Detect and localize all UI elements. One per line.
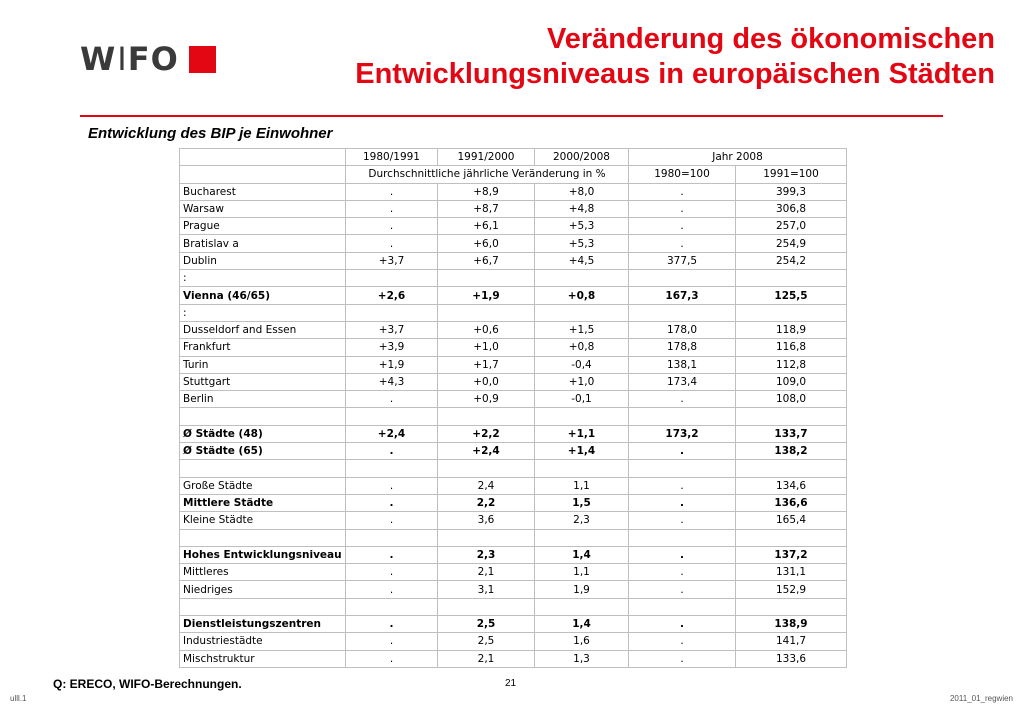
- table-cell: +0,6: [438, 321, 535, 338]
- table-cell: 1,9: [535, 581, 629, 598]
- table-cell: [438, 270, 535, 287]
- table-cell: +2,4: [438, 443, 535, 460]
- table-row: [180, 529, 847, 546]
- table-cell: .: [346, 633, 438, 650]
- table-cell: +0,0: [438, 373, 535, 390]
- table-cell: [629, 270, 736, 287]
- table-cell: [629, 408, 736, 425]
- title-divider: [80, 115, 943, 117]
- table-row: [180, 443, 847, 460]
- table-cell: .: [629, 200, 736, 217]
- table-cell: 136,6: [736, 494, 847, 511]
- table-cell: 2,5: [438, 633, 535, 650]
- table-row: [180, 304, 847, 321]
- table-cell: +5,3: [535, 218, 629, 235]
- table-cell: [629, 598, 736, 615]
- row-label: Kleine Städte: [180, 512, 346, 529]
- table-row: [180, 391, 847, 408]
- table-cell: 399,3: [736, 183, 847, 200]
- table-row: [180, 339, 847, 356]
- table-cell: .: [346, 235, 438, 252]
- table-cell: +2,4: [346, 425, 438, 442]
- table-row: [180, 425, 847, 442]
- table-cell: 118,9: [736, 321, 847, 338]
- table-cell: [535, 408, 629, 425]
- table-cell: 138,1: [629, 356, 736, 373]
- row-label: Frankfurt: [180, 339, 346, 356]
- table-cell: 167,3: [629, 287, 736, 304]
- table-cell: 138,2: [736, 443, 847, 460]
- table-cell: +4,8: [535, 200, 629, 217]
- row-label: Mittlere Städte: [180, 494, 346, 511]
- table-cell: +3,9: [346, 339, 438, 356]
- table-cell: [346, 408, 438, 425]
- table-cell: .: [346, 650, 438, 667]
- row-label: Ø Städte (65): [180, 443, 346, 460]
- row-label: Bucharest: [180, 183, 346, 200]
- table-cell: .: [629, 477, 736, 494]
- table-row: [180, 477, 847, 494]
- table-cell: 112,8: [736, 356, 847, 373]
- row-label: [180, 408, 346, 425]
- table-cell: +0,9: [438, 391, 535, 408]
- table-cell: +8,0: [535, 183, 629, 200]
- table-cell: +1,0: [438, 339, 535, 356]
- table-cell: [629, 304, 736, 321]
- table-cell: .: [629, 235, 736, 252]
- row-label: Große Städte: [180, 477, 346, 494]
- row-label: Vienna (46/65): [180, 287, 346, 304]
- table-cell: 2,1: [438, 650, 535, 667]
- table-cell: [346, 598, 438, 615]
- table-cell: 165,4: [736, 512, 847, 529]
- table-cell: 1,3: [535, 650, 629, 667]
- table-cell: [736, 270, 847, 287]
- table-row: [180, 373, 847, 390]
- table-row: [180, 616, 847, 633]
- table-cell: +8,9: [438, 183, 535, 200]
- table-cell: +1,4: [535, 443, 629, 460]
- row-label: Niedriges: [180, 581, 346, 598]
- table-cell: 2,3: [535, 512, 629, 529]
- logo-text-w: W: [80, 40, 117, 78]
- table-cell: .: [346, 512, 438, 529]
- row-label: Mittleres: [180, 564, 346, 581]
- header-cell: 1991/2000: [438, 149, 535, 166]
- table-row: [180, 356, 847, 373]
- table-row: [180, 235, 847, 252]
- table-row: [180, 598, 847, 615]
- table-cell: 254,2: [736, 252, 847, 269]
- table-cell: 306,8: [736, 200, 847, 217]
- table-cell: 138,9: [736, 616, 847, 633]
- row-label: [180, 529, 346, 546]
- table-cell: 141,7: [736, 633, 847, 650]
- table-cell: -0,4: [535, 356, 629, 373]
- table-row: [180, 460, 847, 477]
- table-row: [180, 218, 847, 235]
- row-label: Industriestädte: [180, 633, 346, 650]
- table-cell: 257,0: [736, 218, 847, 235]
- table-cell: [535, 460, 629, 477]
- table-row: [180, 564, 847, 581]
- table-cell: 1,6: [535, 633, 629, 650]
- row-label: Ø Städte (48): [180, 425, 346, 442]
- table-cell: .: [346, 564, 438, 581]
- table-cell: 2,2: [438, 494, 535, 511]
- table-cell: .: [629, 546, 736, 563]
- header-cell: Jahr 2008: [629, 149, 847, 166]
- table-cell: 2,3: [438, 546, 535, 563]
- table-cell: [736, 460, 847, 477]
- table-cell: .: [346, 218, 438, 235]
- header-cell: 1980=100: [629, 166, 736, 183]
- table-cell: [438, 460, 535, 477]
- row-label: Dusseldorf and Essen: [180, 321, 346, 338]
- table-row: [180, 252, 847, 269]
- table-cell: [736, 529, 847, 546]
- row-label: [180, 598, 346, 615]
- table-cell: .: [346, 581, 438, 598]
- table-cell: +0,8: [535, 339, 629, 356]
- table-cell: 125,5: [736, 287, 847, 304]
- table-cell: .: [629, 183, 736, 200]
- table-cell: 1,1: [535, 564, 629, 581]
- table-cell: +2,2: [438, 425, 535, 442]
- table-row: [180, 581, 847, 598]
- table-cell: .: [346, 183, 438, 200]
- table-cell: +3,7: [346, 321, 438, 338]
- table-cell: [736, 598, 847, 615]
- header-cell: 2000/2008: [535, 149, 629, 166]
- table-cell: [535, 270, 629, 287]
- table-cell: 131,1: [736, 564, 847, 581]
- table-header-row-2: [180, 166, 847, 183]
- table-cell: .: [629, 616, 736, 633]
- title-line-2: Entwicklungsniveaus in europäischen Städten: [355, 58, 995, 90]
- table-row: [180, 546, 847, 563]
- table-cell: 377,5: [629, 252, 736, 269]
- table-cell: 3,1: [438, 581, 535, 598]
- header-cell: Durchschnittliche jährliche Veränderung in %: [346, 166, 629, 183]
- table-cell: 1,5: [535, 494, 629, 511]
- table-cell: .: [346, 200, 438, 217]
- table-cell: [535, 598, 629, 615]
- table-cell: [629, 460, 736, 477]
- header-cell: [180, 149, 346, 166]
- table-row: [180, 270, 847, 287]
- table-cell: .: [629, 494, 736, 511]
- table-cell: 134,6: [736, 477, 847, 494]
- table-cell: .: [346, 546, 438, 563]
- table-cell: 152,9: [736, 581, 847, 598]
- row-label: Prague: [180, 218, 346, 235]
- table-cell: [629, 529, 736, 546]
- table-cell: 1,1: [535, 477, 629, 494]
- table-cell: 133,6: [736, 650, 847, 667]
- table-cell: +1,5: [535, 321, 629, 338]
- table-subtitle: Entwicklung des BIP je Einwohner: [88, 125, 333, 142]
- table-cell: [736, 408, 847, 425]
- table-cell: [438, 529, 535, 546]
- table-cell: 1,4: [535, 546, 629, 563]
- logo-separator: I: [117, 40, 127, 78]
- table-cell: [438, 304, 535, 321]
- row-label: Stuttgart: [180, 373, 346, 390]
- table-cell: 133,7: [736, 425, 847, 442]
- table-cell: .: [346, 477, 438, 494]
- table-cell: .: [629, 581, 736, 598]
- table-cell: +6,1: [438, 218, 535, 235]
- logo-red-square: [189, 46, 216, 73]
- row-label: Dienstleistungszentren: [180, 616, 346, 633]
- table-cell: +5,3: [535, 235, 629, 252]
- table-cell: 2,5: [438, 616, 535, 633]
- table-cell: .: [629, 512, 736, 529]
- row-label: Berlin: [180, 391, 346, 408]
- table-row: [180, 321, 847, 338]
- table-cell: 254,9: [736, 235, 847, 252]
- row-label: :: [180, 304, 346, 321]
- table-cell: +4,3: [346, 373, 438, 390]
- table-cell: +8,7: [438, 200, 535, 217]
- table-cell: 178,8: [629, 339, 736, 356]
- table-cell: -0,1: [535, 391, 629, 408]
- table-header-row-1: [180, 149, 847, 166]
- table-cell: +1,0: [535, 373, 629, 390]
- table-cell: [346, 304, 438, 321]
- row-label: Warsaw: [180, 200, 346, 217]
- table-cell: 178,0: [629, 321, 736, 338]
- table-cell: .: [629, 564, 736, 581]
- table-row: [180, 408, 847, 425]
- table-cell: +0,8: [535, 287, 629, 304]
- table-cell: 108,0: [736, 391, 847, 408]
- table-cell: .: [629, 633, 736, 650]
- table-cell: 3,6: [438, 512, 535, 529]
- footer-right: 2011_01_regwien: [949, 694, 1013, 703]
- table-cell: +1,7: [438, 356, 535, 373]
- table-cell: +1,9: [346, 356, 438, 373]
- table-cell: 173,4: [629, 373, 736, 390]
- table-cell: .: [629, 650, 736, 667]
- table-cell: 1,4: [535, 616, 629, 633]
- table-cell: [346, 529, 438, 546]
- logo-text-fo: FO: [127, 40, 179, 78]
- gdp-table: [179, 148, 847, 668]
- row-label: Bratislav a: [180, 235, 346, 252]
- table-row: [180, 633, 847, 650]
- table-cell: 2,1: [438, 564, 535, 581]
- table-cell: 116,8: [736, 339, 847, 356]
- header-cell: 1991=100: [736, 166, 847, 183]
- title-line-1: Veränderung des ökonomischen: [547, 23, 995, 55]
- table-cell: [535, 529, 629, 546]
- row-label: :: [180, 270, 346, 287]
- row-label: Turin: [180, 356, 346, 373]
- table-cell: .: [629, 391, 736, 408]
- table-row: [180, 494, 847, 511]
- row-label: Mischstruktur: [180, 650, 346, 667]
- table-cell: .: [629, 443, 736, 460]
- table-cell: .: [346, 391, 438, 408]
- table-row: [180, 512, 847, 529]
- table-cell: +2,6: [346, 287, 438, 304]
- row-label: [180, 460, 346, 477]
- table-cell: 173,2: [629, 425, 736, 442]
- table-cell: [438, 408, 535, 425]
- table-row: [180, 287, 847, 304]
- wifo-logo: [80, 42, 216, 76]
- table-cell: +3,7: [346, 252, 438, 269]
- table-cell: +6,0: [438, 235, 535, 252]
- slide-title: [355, 22, 995, 92]
- source-note: Q: ERECO, WIFO-Berechnungen.: [53, 677, 242, 691]
- table-cell: 109,0: [736, 373, 847, 390]
- table-row: [180, 200, 847, 217]
- table-cell: +4,5: [535, 252, 629, 269]
- table-cell: 137,2: [736, 546, 847, 563]
- table-cell: [346, 270, 438, 287]
- page-number: 21: [505, 678, 517, 689]
- table-cell: +1,1: [535, 425, 629, 442]
- table-cell: +1,9: [438, 287, 535, 304]
- table-cell: +6,7: [438, 252, 535, 269]
- row-label: Dublin: [180, 252, 346, 269]
- table-cell: [535, 304, 629, 321]
- table-row: [180, 650, 847, 667]
- table-row: [180, 183, 847, 200]
- table-cell: .: [346, 443, 438, 460]
- table-cell: [438, 598, 535, 615]
- header-cell: [180, 166, 346, 183]
- header-cell: 1980/1991: [346, 149, 438, 166]
- table-cell: [736, 304, 847, 321]
- table-cell: .: [629, 218, 736, 235]
- table-cell: [346, 460, 438, 477]
- table-cell: .: [346, 494, 438, 511]
- footer-left: ulll.1: [10, 694, 27, 703]
- row-label: Hohes Entwicklungsniveau: [180, 546, 346, 563]
- table-cell: .: [346, 616, 438, 633]
- table-cell: 2,4: [438, 477, 535, 494]
